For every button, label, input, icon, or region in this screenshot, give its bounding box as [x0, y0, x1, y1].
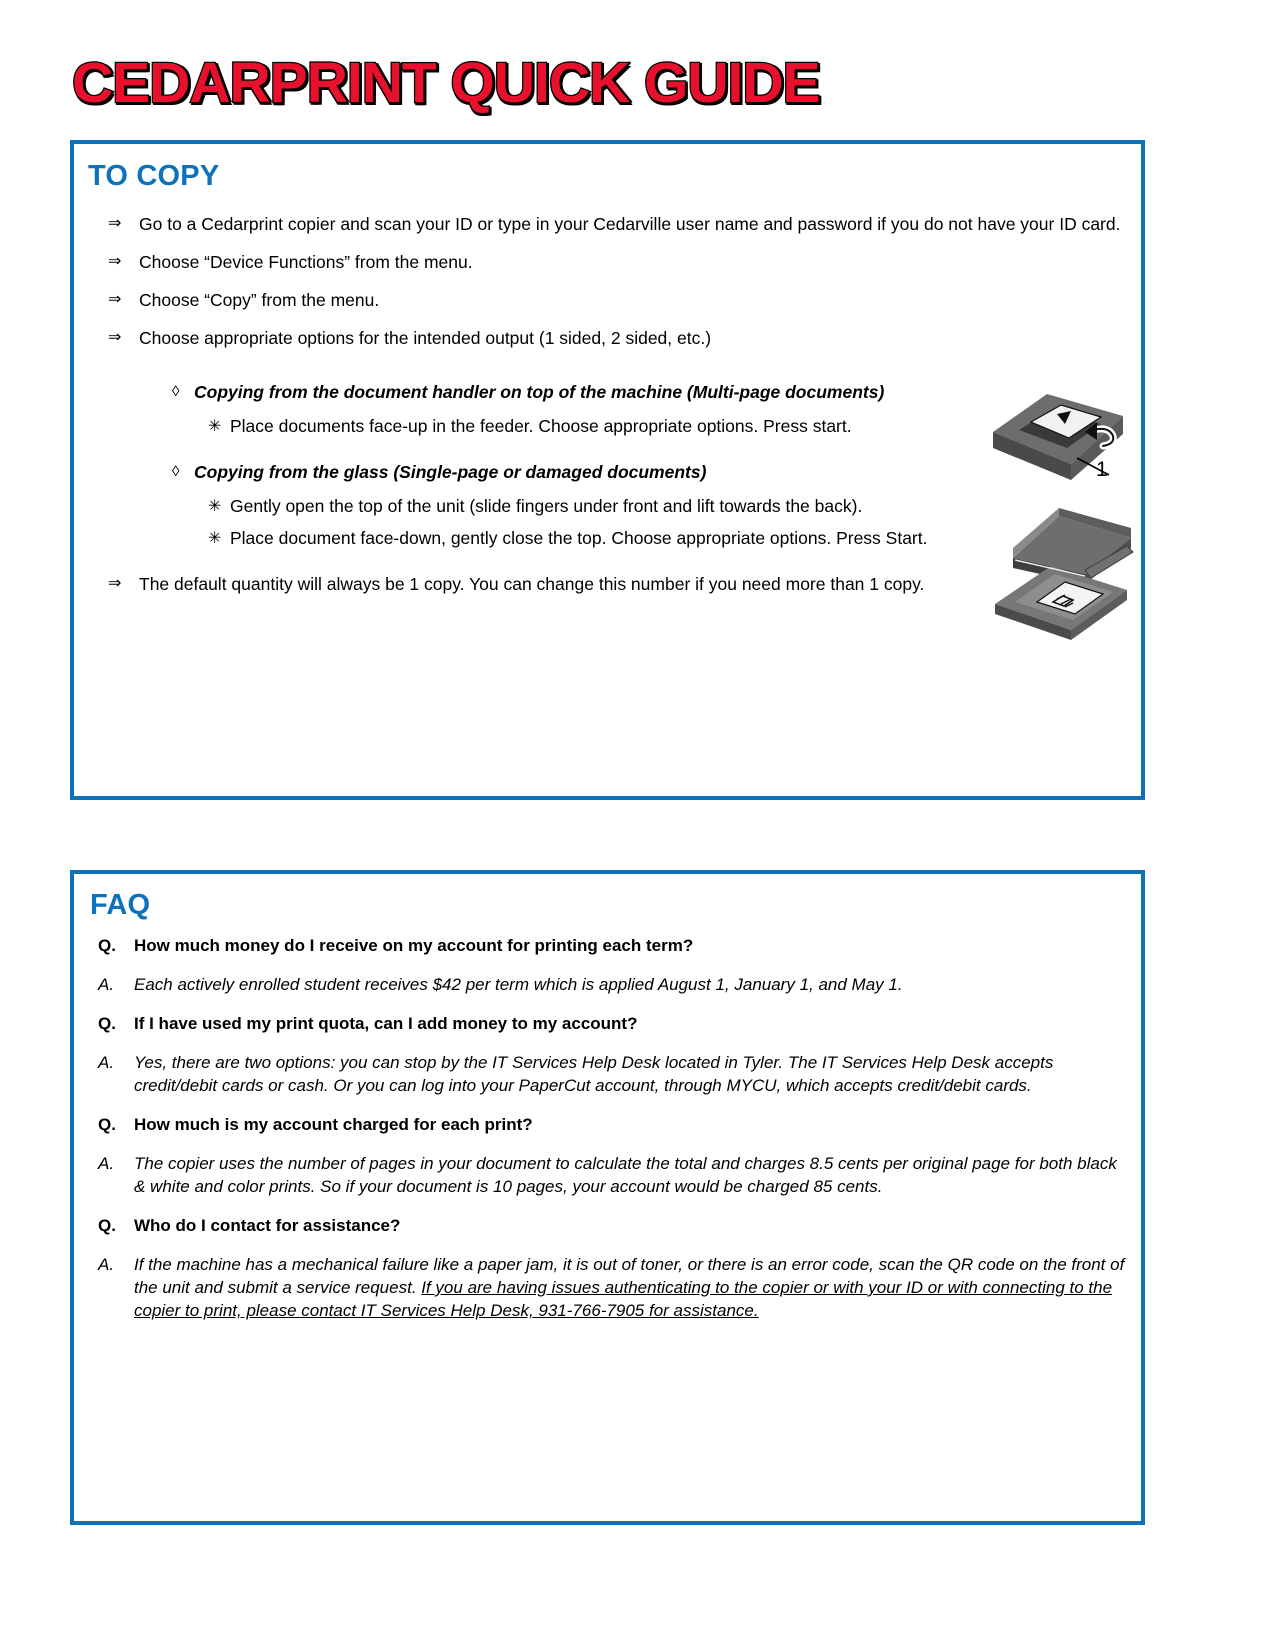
- copy-subgroup-feeder: [84, 380, 1140, 438]
- copy-subgroup-feeder-item-1: [84, 414, 1070, 438]
- faq-question: [96, 1012, 1126, 1035]
- arrow-bullet-icon: ⇒: [108, 291, 122, 308]
- copy-subgroup-glass-item-2: [84, 526, 1070, 550]
- copy-step-3: [84, 288, 1019, 312]
- document-feeder-illustration: [985, 372, 1130, 487]
- to-copy-heading: TO COPY: [88, 160, 220, 192]
- callout-number-1: 1: [1096, 458, 1108, 481]
- faq-question-text: If I have used my print quota, can I add money to my account?: [134, 1014, 638, 1033]
- faq-answer: [96, 1253, 1126, 1322]
- answer-tag: A.: [98, 1053, 115, 1072]
- arrow-bullet-icon: ⇒: [108, 253, 122, 270]
- to-copy-panel: [70, 140, 1145, 800]
- faq-heading: FAQ: [90, 889, 151, 921]
- faq-question: [96, 1113, 1126, 1136]
- faq-question: [96, 1214, 1126, 1237]
- faq-answer: [96, 1051, 1126, 1097]
- faq-answer: [96, 973, 1126, 996]
- copy-step-1: [84, 212, 1179, 236]
- faq-panel: [70, 870, 1145, 1525]
- page-title: [72, 52, 1152, 114]
- answer-tag: A.: [98, 1255, 115, 1274]
- copy-step-1-text: Go to a Cedarprint copier and scan your ID or type in your Cedarville user name and password if you do not have your ID card.: [139, 214, 1121, 234]
- faq-answer: [96, 1152, 1126, 1198]
- copy-subgroup-glass-item-1-text: Gently open the top of the unit (slide fingers under front and lift towards the back).: [230, 496, 863, 516]
- question-tag: Q.: [98, 936, 116, 955]
- faq-body: [96, 934, 1126, 1338]
- copy-subgroup-feeder-heading: [84, 380, 1074, 404]
- copy-subgroup-glass-item-2-text: Place document face-down, gently close the top. Choose appropriate options. Press Start.: [230, 528, 928, 548]
- copy-subgroup-feeder-item-1-text: Place documents face-up in the feeder. Choose appropriate options. Press start.: [230, 416, 852, 436]
- copy-step-2-text: Choose “Device Functions” from the menu.: [139, 252, 473, 272]
- copy-subgroup-feeder-heading-text: Copying from the document handler on top of the machine (Multi-page documents): [194, 382, 885, 402]
- faq-answer-text: Yes, there are two options: you can stop by the IT Services Help Desk located in Tyler. The IT Services Help Desk accepts credit/debit cards or cash. Or you can log into your PaperCut account, through MYCU, which accepts credit/debit cards.: [134, 1053, 1054, 1095]
- faq-answer-text: Each actively enrolled student receives $42 per term which is applied August 1, January 1, and May 1.: [134, 975, 903, 994]
- star-bullet-icon: ✳: [208, 530, 222, 547]
- copy-final-step-text: The default quantity will always be 1 copy. You can change this number if you need more than 1 copy.: [139, 574, 925, 594]
- faq-question-text: How much money do I receive on my account for printing each term?: [134, 936, 694, 955]
- copy-subgroup-glass-heading-text: Copying from the glass (Single-page or damaged documents): [194, 462, 707, 482]
- question-tag: Q.: [98, 1115, 116, 1134]
- diamond-bullet-icon: ◊: [172, 463, 180, 480]
- faq-answer-text: The copier uses the number of pages in your document to calculate the total and charges 8.5 cents per original page for both black & white and color prints. So if your document is 10 pages, your account would be charged 85 cents.: [134, 1154, 1117, 1196]
- faq-question-text: How much is my account charged for each print?: [134, 1115, 533, 1134]
- answer-tag: A.: [98, 975, 115, 994]
- arrow-bullet-icon: ⇒: [108, 329, 122, 346]
- question-tag: Q.: [98, 1014, 116, 1033]
- copy-substeps: [84, 380, 1140, 550]
- star-bullet-icon: ✳: [208, 498, 222, 515]
- copy-step-4: [84, 326, 1019, 350]
- copy-step-3-text: Choose “Copy” from the menu.: [139, 290, 380, 310]
- faq-question: [96, 934, 1126, 957]
- faq-answer-text: If the machine has a mechanical failure like a paper jam, it is out of toner, or there is an error code, scan the QR code on the front of the unit and submit a service request.: [134, 1255, 1125, 1297]
- copy-step-4-text: Choose appropriate options for the intended output (1 sided, 2 sided, etc.): [139, 328, 712, 348]
- faq-answer-underlined-text: If you are having issues authenticating to the copier or with your ID or with connecting to the copier to print, please contact IT Services Help Desk, 931-766-7905 for assistance.: [134, 1278, 1113, 1320]
- arrow-bullet-icon: ⇒: [108, 215, 122, 232]
- question-tag: Q.: [98, 1216, 116, 1235]
- answer-tag: A.: [98, 1154, 115, 1173]
- to-copy-body: [84, 212, 1140, 610]
- copy-subgroup-glass-heading: [84, 460, 1074, 484]
- faq-question-text: Who do I contact for assistance?: [134, 1216, 401, 1235]
- page-title-text: CEDARPRINT QUICK GUIDE: [72, 51, 820, 115]
- copier-glass-illustration: [985, 500, 1135, 640]
- diamond-bullet-icon: ◊: [172, 383, 180, 400]
- star-bullet-icon: ✳: [208, 418, 222, 435]
- copy-subgroup-glass: [84, 460, 1140, 550]
- copy-subgroup-glass-item-1: [84, 494, 1070, 518]
- copy-step-2: [84, 250, 1019, 274]
- arrow-bullet-icon: ⇒: [108, 575, 122, 592]
